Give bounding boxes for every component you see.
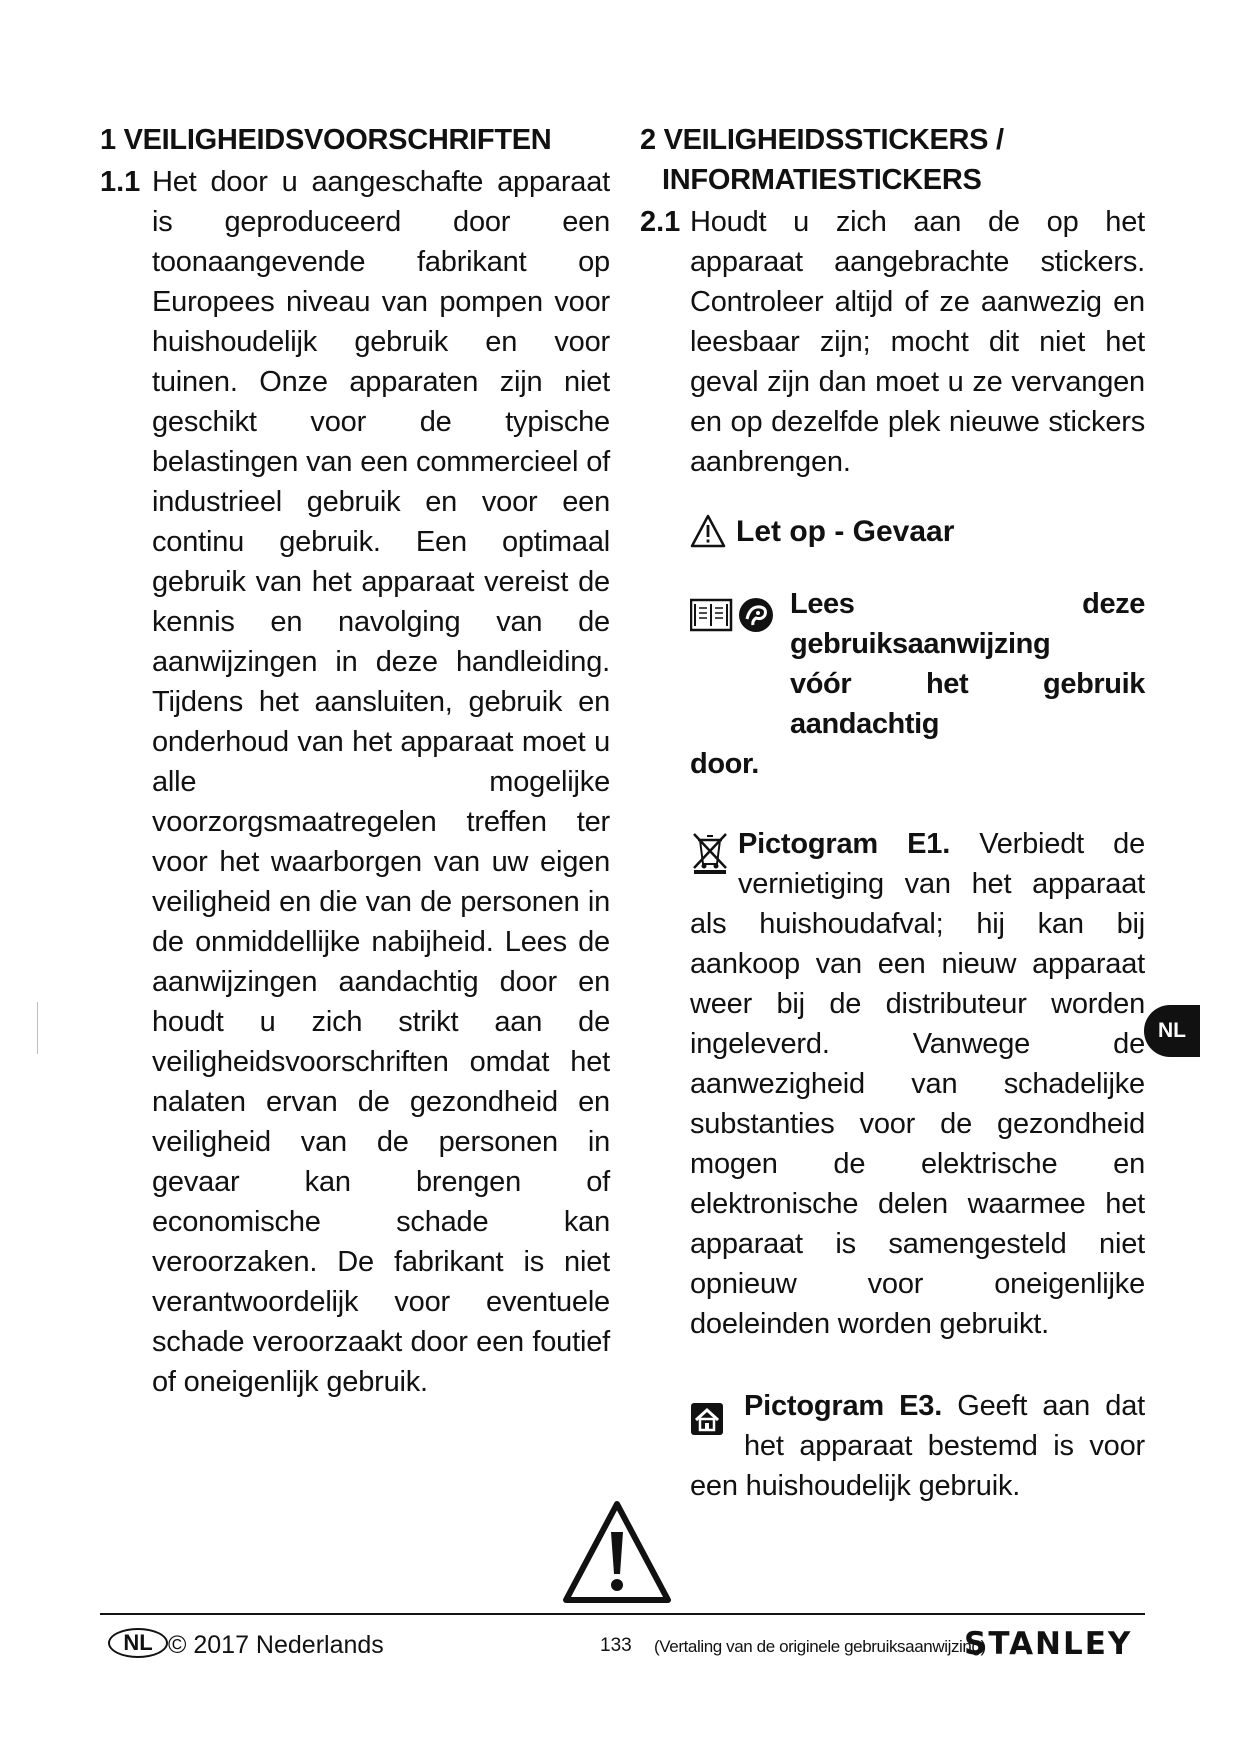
- read-manual-icon: [690, 594, 780, 634]
- page-number: 133: [600, 1635, 632, 1656]
- read-manual-line3: door.: [690, 748, 759, 780]
- section-1-item: [100, 162, 610, 1402]
- footer-divider: [100, 1613, 1145, 1615]
- pictogram-e3-notice: [640, 1386, 1145, 1506]
- section-1-item-number: 1.1: [100, 166, 141, 198]
- language-tab: NL: [1144, 1005, 1200, 1057]
- section-2-item: [640, 202, 1145, 482]
- pictogram-e1-text: Verbiedt de vernietiging van het apparaat als huishoudafval; hij kan bij aankoop van een nieuw apparaat weer bij de distributeur worden ingeleverd. Vanwege de aanwezigheid van schadelijke substanties voor de gezondheid mogen de elektrische en elektronische delen waarmee het apparaat is samengesteld niet opnieuw voor oneigenlijke doeleinden worden gebruikt.: [690, 828, 1145, 1340]
- section-2-text: Houdt u zich aan de op het apparaat aangebrachte stickers. Controleer altijd of ze aanwezig en leesbaar zijn; mocht dit niet het geval zijn dan moet u ze vervangen en op dezelfde plek nieuwe stickers aanbrengen.: [690, 206, 1145, 478]
- section-1-text: Het door u aangeschafte apparaat is geproduceerd door een toonaangevende fabrikant op Europees niveau van pompen voor huishoudelijk gebruik en voor tuinen. Onze apparaten zijn niet geschikt voor de typische belastingen van een commercieel of industrieel gebruik en voor een continu gebruik. Een optimaal gebruik van het apparaat vereist de kennis en navolging van de aanwijzingen in deze handleiding. Tijdens het aansluiten, gebruik en onderhoud van het apparaat moet u alle mogelijke voorzorgsmaatregelen treffen ter voor het waarborgen van uw eigen veiligheid en die van de personen in de onmiddellijke nabijheid. Lees de aanwijzingen aandachtig door en houdt u zich strikt aan de veiligheidsvoorschriften omdat het nalaten ervan de gezondheid en veiligheid van de personen in gevaar kan brengen of economische schade kan veroorzaken. De fabrikant is niet verantwoordelijk voor eventuele schade veroorzaakt door een foutief of oneigenlijk gebruik.: [152, 166, 610, 1398]
- pictogram-e3-label: Pictogram E3.: [744, 1390, 943, 1422]
- warning-triangle-icon: [690, 514, 726, 548]
- pictogram-e3-text: Geeft aan dat het apparaat bestemd is voor een huishoudelijk gebruik.: [690, 1390, 1145, 1502]
- household-icon: [690, 1402, 724, 1436]
- pictogram-e1-label: Pictogram E1.: [738, 828, 951, 860]
- section-2-item-number: 2.1: [640, 206, 681, 238]
- language-badge: NL: [108, 1628, 168, 1658]
- brand-logo: STANLEY: [964, 1626, 1133, 1662]
- copyright-text: © 2017 Nederlands: [168, 1631, 384, 1659]
- margin-mark: [37, 1002, 38, 1054]
- right-column: [640, 120, 1145, 1506]
- read-manual-notice: [640, 584, 1145, 784]
- read-manual-line1: Lees deze gebruiksaanwijzing: [790, 588, 1145, 660]
- section-2-title: [640, 120, 1145, 200]
- read-manual-line2: vóór het gebruik aandachtig: [790, 668, 1145, 740]
- section-2-title-line1: 2 VEILIGHEIDSSTICKERS /: [640, 124, 1004, 156]
- left-column: [100, 120, 610, 1402]
- crossed-bin-icon: [690, 830, 730, 874]
- large-warning-icon: [562, 1500, 672, 1604]
- footer: [100, 1626, 1145, 1666]
- danger-notice-label: Let op - Gevaar: [736, 515, 955, 548]
- pictogram-e3-text-block: [690, 1386, 1145, 1506]
- pictogram-e1-text-block: [690, 824, 1145, 1344]
- danger-notice: [640, 512, 1145, 552]
- section-2-title-line2: INFORMATIESTICKERS: [662, 164, 982, 196]
- pictogram-e1-notice: [640, 824, 1145, 1344]
- translation-note: (Vertaling van de originele gebruiksaanwijzing): [654, 1637, 986, 1656]
- section-1-title: 1 VEILIGHEIDSVOORSCHRIFTEN: [100, 124, 552, 156]
